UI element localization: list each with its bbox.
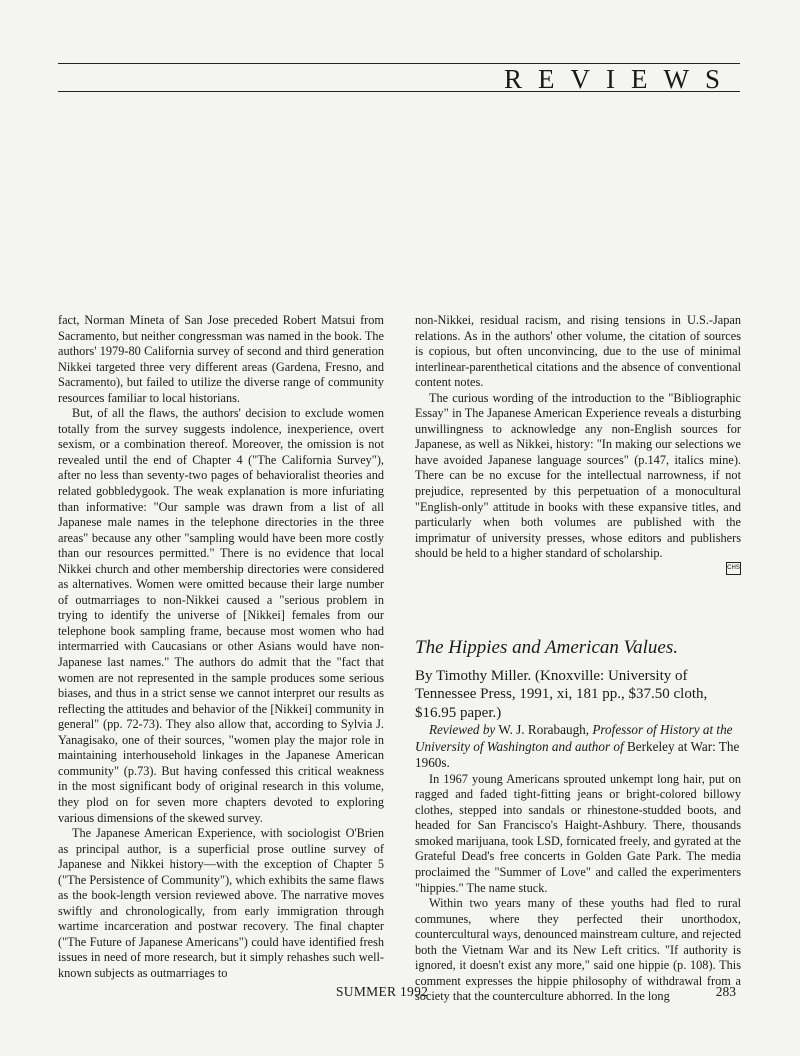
right-column — [415, 313, 741, 1005]
reviewer-credit — [415, 722, 741, 772]
footer-page-number: 283 — [715, 984, 736, 999]
review-paragraph-2: Within two years many of these youths had fled to rural communes, where they perfected their unorthodox, countercultural ways, denounced mainstream culture, and rejected both the Vietnam War and its New Left critics. "If authority is ignored, it doesn't exist any more," said one hippie (p. 108). This comment expresses the hippie philosophy of withdrawal from a society that the counterculture abhorred. In the long — [415, 896, 741, 1004]
left-paragraph-3: The Japanese American Experience, with sociologist O'Brien as principal author, is a superficial prose outline survey of Japanese and Nikkei history—with the exception of Chapter 5 ("The Persistence of Community"), which exhibits the same flaws as the book-length version reviewed above. The narrative moves swiftly and chronologically, from early immigration through wartime incarceration and postwar recovery. The final chapter ("The Future of Japanese Americans") could have identified fresh issues in need of more research, but it simply rehashes such well-known subjects as outmarriages to — [58, 826, 384, 980]
section-title: REVIEWS — [504, 64, 736, 94]
right-paragraph-1: non-Nikkei, residual racism, and rising tensions in U.S.-Japan relations. As in the authors' other volume, the citation of sources is copious, but often unconvincing, due to the use of minimal interlinear-parenthetical citations and the absence of conventional content notes. — [415, 313, 741, 390]
left-paragraph-1: fact, Norman Mineta of San Jose preceded Robert Matsui from Sacramento, but neither congressman was named in the book. The authors' 1979-80 California survey of second and third generation Nikkei targeted three very different areas (Gardena, Fresno, and Sacramento), but failed to utilize the diverse range of community resources familiar to local historians. — [58, 313, 384, 405]
header-rule-bottom — [58, 91, 740, 92]
right-paragraph-2: The curious wording of the introduction to the "Bibliographic Essay" in The Japanese American Experience reveals a disturbing unwillingness to acknowledge any non-English sources for Japanese, as well as Nikkei, history: "In making our selections we have avoided Japanese language sources" (p.147, italics mine). There can be no excuse for the intellectual narrowness, if not prejudice, represented by this perpetuation of a monocultural "English-only" attitude in books with these expansive titles, and particularly when both volumes are published with the imprimatur of university presses, whose editors and publishers should be held to a higher standard of scholarship. — [415, 390, 741, 561]
left-paragraph-2: But, of all the flaws, the authors' decision to exclude women totally from the survey suggests indolence, inexperience, overt sexism, or a combination thereof. Moreover, the omission is not revealed until the end of Chapter 4 ("The California Survey"), after no less than seventy-two pages of behavioralist theories and related gobbledygook. The weak explanation is more infuriating than informative: "Our sample was drawn from a list of all Japanese male names in the telephone directories in the three areas" because any other "sampling would have been more costly than our resources permitted." There is no evidence that local Nikkei church and other membership directories were considered as alternatives. Women were omitted because their large number of outmarriages to non-Nikkei caused a "serious problem in trying to identify the universe of [Nikkei] females from our telephone book sampling frame, because most women who had intermarried with Caucasians or other Asians would have non-Japanese last names." The authors do admit that the "fact that women are not represented in the sample produces some serious biases, and thus in a strict sense we cannot interpret our results as reflecting the attitudes and behavior of the [Nikkei] community in general" (pp. 72-73). They also allow that, according to Sylvia J. Yanagisako, one of their sources, "women play the major role in maintaining interhousehold linkages in the Japanese American community" (p.73). But having confessed this critical weakness in the most significant body of original research in this volume, they plod on for seven more chapters devoted to exploring various dimensions of the skewed survey. — [58, 406, 384, 825]
end-mark: CHS — [726, 562, 741, 575]
reviewed-by-label: Reviewed by — [429, 722, 496, 738]
review-paragraph-1: In 1967 young Americans sprouted unkempt long hair, put on ragged and faded tight-fitting jeans or bright-colored billowy clothes, stepped into sandals or rhinestone-studded boots, and headed for San Francisco's Haight-Ashbury. There, thousands smoked marijuana, took LSD, fornicated freely, and gyrated at the Grateful Dead's free concerts in Golden Gate Park. The media proclaimed the "Summer of Love" and called the experimenters "hippies." The name stuck. — [415, 771, 741, 895]
footer-journal-issue: SUMMER 1992 — [336, 984, 429, 999]
review-byline: By Timothy Miller. (Knoxville: University of Tennessee Press, 1991, xi, 181 pp., $37.50 cloth, $16.95 paper.) — [415, 667, 708, 721]
left-column — [58, 313, 384, 982]
reviewer-title: Professor of History at the University of Washington and author of — [415, 722, 733, 754]
reviewer-book: Berkeley at War: The 1960s. — [415, 738, 740, 771]
reviewer-name: W. J. Rorabaugh, — [498, 722, 590, 738]
review-title: The Hippies and American Values. — [415, 636, 678, 658]
